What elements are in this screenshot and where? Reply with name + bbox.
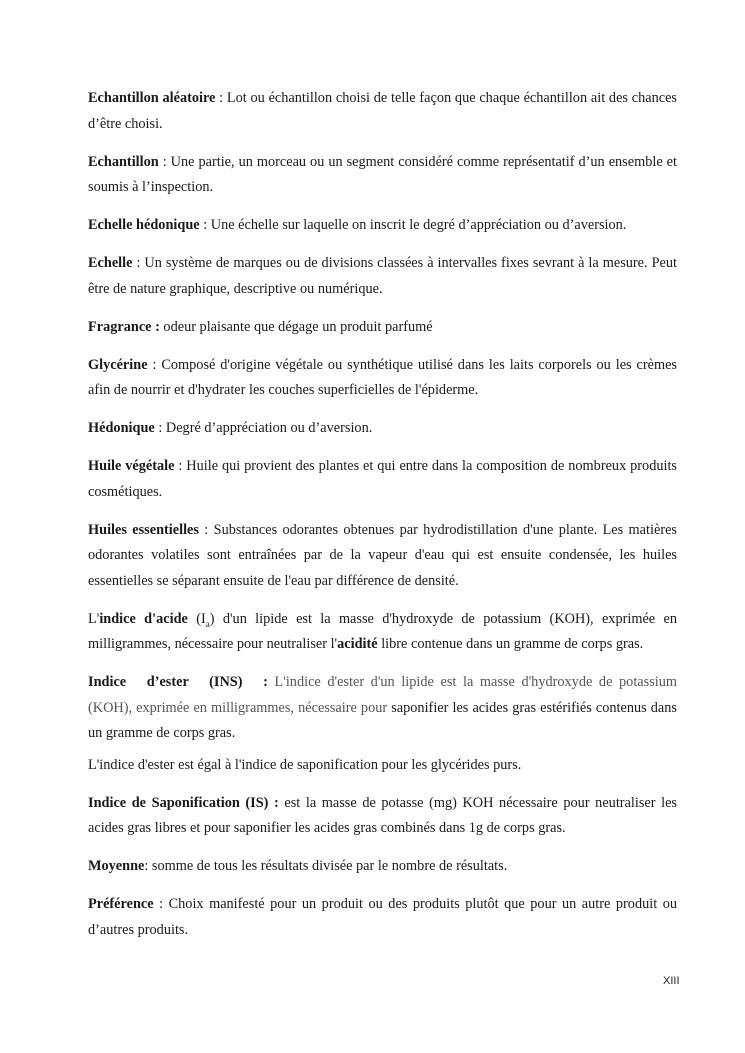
term: Indice de Saponification (IS) : xyxy=(88,794,279,811)
glossary-entry xyxy=(88,251,677,302)
term: Moyenne xyxy=(88,858,145,874)
glossary-entry-ester-index xyxy=(88,670,677,747)
definition: : Une échelle sur laquelle on inscrit le degré d’appréciation ou d’aversion. xyxy=(199,217,627,233)
ester-note: L'indice d'ester est égal à l'indice de saponification pour les glycérides purs. xyxy=(88,756,522,773)
glossary-entry xyxy=(88,315,677,341)
glossary-entry xyxy=(88,892,677,943)
term: Echelle hédonique xyxy=(88,217,200,233)
definition: : Une partie, un morceau ou un segment considéré comme représentatif d’un ensemble et soumis à l’inspection. xyxy=(88,153,677,195)
term: Echelle xyxy=(88,255,133,271)
glossary-page xyxy=(88,86,677,956)
term: Fragrance : xyxy=(88,318,160,335)
acid-symbol-subscript: a xyxy=(205,618,210,629)
glossary-entry xyxy=(88,518,677,595)
glossary-entry xyxy=(88,416,677,442)
definition: : Lot ou échantillon choisi de telle façon que chaque échantillon ait des chances d’être choisi. xyxy=(88,90,677,132)
definition: est la masse de potasse (mg) KOH nécessaire pour neutraliser les acides gras libres et pour saponifier les acides gras combinés dans 1g de corps gras. xyxy=(88,794,677,836)
glossary-entry-acid-index xyxy=(88,607,677,658)
definition: : Huile qui provient des plantes et qui entre dans la composition de nombreux produits cosmétiques. xyxy=(88,458,677,500)
term-acidity: acidité xyxy=(337,636,378,652)
definition: : Substances odorantes obtenues par hydrodistillation d'une plante. Les matières odorantes volatiles sont entraînées par de la vapeur d'eau qui est ensuite condensée, les huiles essentielles se séparant ensuite de l'eau par différence de densité. xyxy=(88,521,677,589)
glossary-entry xyxy=(88,86,677,137)
term: Hédonique xyxy=(88,420,155,436)
glossary-entry xyxy=(88,454,677,505)
definition-gray: L'indice d'ester d'un lipide est la masse d'hydroxyde de potassium (KOH), exprimée en milligrammes, nécessaire pour xyxy=(88,674,678,716)
term: Indice d’ester (INS) : xyxy=(88,674,268,690)
term: Echantillon xyxy=(88,153,159,170)
acid-prefix: L' xyxy=(88,610,100,627)
glossary-entry xyxy=(88,353,677,404)
term: Huile végétale xyxy=(88,458,175,474)
definition: : Composé d'origine végétale ou synthétique utilisé dans les laits corporels ou les crèmes afin de nourrir et d'hydrater les couches superficielles de l'épiderme. xyxy=(88,356,677,398)
term: Glycérine xyxy=(88,356,148,373)
definition: ) d'un lipide est la masse d'hydroxyde de potassium (KOH), exprimée en milligrammes, nécessaire pour neutraliser l' xyxy=(88,610,677,652)
glossary-entry xyxy=(88,213,677,239)
definition: : Degré d’appréciation ou d’aversion. xyxy=(154,420,373,436)
glossary-entry xyxy=(88,854,677,880)
definition: : Choix manifesté pour un produit ou des produits plutôt que pour un autre produit ou d’autres produits. xyxy=(88,896,677,938)
term: indice d'acide xyxy=(99,610,188,627)
page-number: XIII xyxy=(663,975,680,987)
definition: saponifier les acides gras estérifiés contenus dans un gramme de corps gras. xyxy=(88,699,677,741)
definition-end: libre contenue dans un gramme de corps gras. xyxy=(377,636,644,652)
acid-symbol: (I xyxy=(187,610,206,627)
definition: odeur plaisante que dégage un produit parfumé xyxy=(159,318,433,335)
definition: : Un système de marques ou de divisions classées à intervalles fixes sevrant à la mesure. Peut être de nature graphique, descriptive ou numérique. xyxy=(88,255,677,297)
definition: : somme de tous les résultats divisée par le nombre de résultats. xyxy=(144,858,508,874)
glossary-entry xyxy=(88,791,677,842)
term: Préférence xyxy=(88,896,154,912)
glossary-entry xyxy=(88,150,677,201)
term: Huiles essentielles xyxy=(88,521,199,538)
term: Echantillon aléatoire xyxy=(88,90,216,106)
